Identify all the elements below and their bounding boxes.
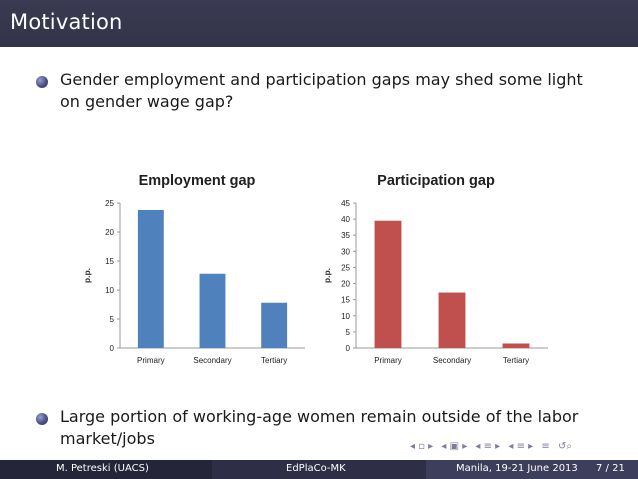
slide-title: Motivation [10, 10, 123, 34]
bar-primary [138, 210, 164, 348]
bar-secondary [439, 293, 466, 348]
y-tick-label: 20 [341, 279, 350, 289]
y-tick-label: 5 [345, 327, 350, 337]
category-label: Tertiary [502, 356, 530, 365]
footer-event-panel [212, 460, 426, 479]
bullet-text-2: Large portion of working-age women remain outside of the labor market/jobs [60, 407, 579, 448]
bullet-text-1: Gender employment and participation gaps may shed some light on gender wage gap? [60, 70, 583, 111]
y-tick-label: 40 [341, 215, 350, 225]
y-tick-label: 15 [105, 257, 114, 266]
nav-frame-icon[interactable]: ◂ ▣ ▸ [441, 441, 468, 452]
nav-align-icon[interactable]: ≡ [541, 441, 550, 452]
y-axis-label: p.p. [322, 267, 332, 284]
nav-search-icon[interactable]: ↺⌕ [557, 441, 572, 452]
nav-section-icon[interactable]: ◂ ≡ ▸ [475, 441, 501, 452]
category-label: Tertiary [261, 356, 288, 365]
footer-date: Manila, 19-21 June 2013 [456, 463, 578, 474]
y-tick-label: 35 [341, 231, 350, 241]
bullet-icon [36, 413, 48, 425]
y-tick-label: 15 [341, 295, 350, 305]
category-label: Primary [137, 356, 165, 365]
bar-primary [375, 221, 402, 348]
employment-gap-chart [82, 173, 305, 365]
category-label: Primary [374, 356, 402, 365]
bar-tertiary [261, 303, 287, 348]
y-tick-label: 20 [105, 228, 114, 237]
y-tick-label: 10 [341, 311, 350, 321]
y-tick-label: 10 [105, 286, 114, 295]
nav-subsection-icon[interactable]: ◂ ≡ ▸ [508, 441, 534, 452]
category-label: Secondary [193, 356, 232, 365]
slide-footer [0, 460, 638, 479]
y-tick-label: 45 [341, 199, 350, 208]
footer-author: M. Petreski (UACS) [56, 463, 149, 474]
y-tick-label: 25 [105, 199, 114, 208]
footer-author-panel [0, 460, 212, 479]
bar-tertiary [503, 343, 530, 348]
y-tick-label: 5 [109, 315, 114, 324]
bar-secondary [200, 274, 226, 348]
chart-title: Participation gap [377, 173, 495, 189]
y-tick-label: 0 [109, 344, 114, 353]
navigation-controls [410, 441, 630, 455]
y-tick-label: 30 [341, 247, 350, 257]
footer-date-panel [426, 460, 638, 479]
participation-gap-chart [322, 173, 548, 365]
category-label: Secondary [432, 356, 472, 365]
y-axis-label: p.p. [82, 267, 92, 284]
footer-page-number: 7 / 21 [596, 463, 625, 474]
nav-prev-slide-icon[interactable]: ◂ ▫ ▸ [410, 441, 434, 452]
chart-title: Employment gap [138, 173, 256, 189]
y-tick-label: 25 [341, 263, 350, 273]
y-tick-label: 0 [345, 344, 350, 353]
footer-event: EdPlaCo-MK [286, 463, 346, 474]
